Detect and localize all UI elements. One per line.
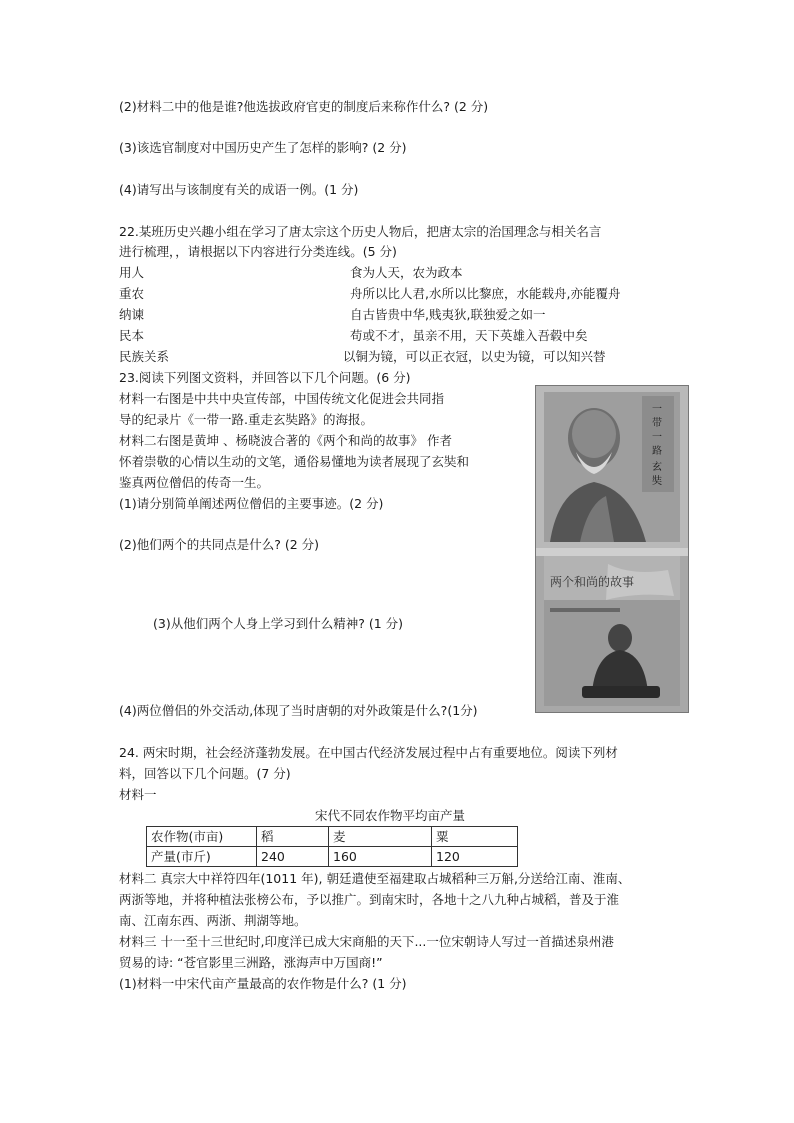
poster-title-char: 奘 bbox=[652, 476, 662, 487]
crop-yield-table bbox=[146, 826, 518, 867]
q22-right-item: 以铜为镜，可以正衣冠，以史为镜，可以知兴替 bbox=[343, 349, 606, 364]
q23-material-1-line-2: 导的纪录片《一带一路.重走玄奘路》的海报。 bbox=[119, 412, 373, 427]
poster-title-char: 带 bbox=[652, 418, 662, 429]
q22-left-item: 民族关系 bbox=[119, 349, 170, 364]
q22-right-item: 舟所以比人君,水所以比黎庶，水能载舟,亦能覆舟 bbox=[350, 286, 621, 301]
q22-right-item: 食为人天，农为政本 bbox=[350, 265, 463, 280]
poster-illustration bbox=[536, 386, 688, 712]
poster-title-char: 一 bbox=[652, 404, 662, 415]
poster-photo bbox=[535, 385, 689, 713]
table-cell: 稻 bbox=[257, 827, 329, 847]
q22-left-item: 纳谏 bbox=[119, 307, 145, 322]
table-cell: 农作物(市亩) bbox=[147, 827, 257, 847]
q23-part-1: (1)请分别简单阐述两位僧侣的主要事迹。(2 分) bbox=[119, 496, 384, 511]
table-cell: 240 bbox=[257, 847, 329, 867]
q23-part-3: (3)从他们两个人身上学习到什么精神? (1 分) bbox=[153, 616, 403, 631]
table-row bbox=[147, 847, 518, 867]
q22-stem-line-2: 进行梳理，，请根据以下内容进行分类连线。(5 分) bbox=[119, 244, 397, 259]
q23-part-2: (2)他们两个的共同点是什么? (2 分) bbox=[119, 537, 319, 552]
poster-title-char: 路 bbox=[652, 446, 662, 457]
q21-part-4: (4)请写出与该制度有关的成语一例。(1 分) bbox=[119, 182, 359, 197]
q24-material-2-line-2: 两浙等地，并将种植法张榜公布，予以推广。到南宋时，各地十之八九种占城稻，普及于淮 bbox=[119, 892, 620, 907]
q24-material-2-line-1: 材料二 真宗大中祥符四年(1011 年), 朝廷遣使至福建取占城稻种三万斛,分送给江南、淮南、 bbox=[119, 871, 631, 886]
q23-stem: 23.阅读下列图文资料，并回答以下几个问题。(6 分) bbox=[119, 370, 411, 385]
q22-left-item: 用人 bbox=[119, 265, 145, 280]
table-row bbox=[147, 827, 518, 847]
yield-table-title: 宋代不同农作物平均亩产量 bbox=[314, 808, 465, 823]
table-cell: 产量(市斤) bbox=[147, 847, 257, 867]
q22-right-item: 苟或不才，虽亲不用，天下英雄入吾毂中矣 bbox=[350, 328, 588, 343]
q23-material-2-line-2: 怀着崇敬的心情以生动的文笔，通俗易懂地为读者展现了玄奘和 bbox=[119, 454, 470, 469]
q23-material-2-line-3: 鉴真两位僧侣的传奇一生。 bbox=[119, 475, 270, 490]
q23-material-1-line-1: 材料一右图是中共中央宣传部，中国传统文化促进会共同指 bbox=[119, 391, 445, 406]
q24-stem-line-1: 24. 两宋时期，社会经济蓬勃发展。在中国古代经济发展过程中占有重要地位。阅读下列材 bbox=[119, 745, 618, 760]
poster-title-char: 玄 bbox=[652, 462, 662, 473]
table-cell: 160 bbox=[329, 847, 432, 867]
q21-part-2: (2)材料二中的他是谁?他选拔政府官吏的制度后来称作什么? (2 分) bbox=[119, 99, 489, 114]
q21-part-3: (3)该选官制度对中国历史产生了怎样的影响? (2 分) bbox=[119, 140, 407, 155]
q23-part-4: (4)两位僧侣的外交活动,体现了当时唐朝的对外政策是什么?(1分) bbox=[119, 703, 478, 718]
table-cell: 粟 bbox=[432, 827, 518, 847]
q22-stem-line-1: 22.某班历史兴趣小组在学习了唐太宗这个历史人物后，把唐太宗的治国理念与相关名言 bbox=[119, 224, 602, 239]
q24-material-3-line-1: 材料三 十一至十三世纪时,印度洋已成大宋商船的天下...一位宋朝诗人写过一首描述泉州港 bbox=[119, 934, 614, 949]
table-cell: 120 bbox=[432, 847, 518, 867]
table-cell: 麦 bbox=[329, 827, 432, 847]
q24-part-1: (1)材料一中宋代亩产量最高的农作物是什么? (1 分) bbox=[119, 976, 407, 991]
q22-left-item: 民本 bbox=[119, 328, 145, 343]
q22-left-item: 重农 bbox=[119, 286, 145, 301]
poster-title-char: 一 bbox=[652, 432, 662, 443]
q24-material-1-label: 材料一 bbox=[119, 787, 157, 802]
q24-stem-line-2: 料，回答以下几个问题。(7 分) bbox=[119, 766, 291, 781]
q24-material-2-line-3: 南、江南东西、两浙、荆湖等地。 bbox=[119, 913, 307, 928]
book-title: 两个和尚的故事 bbox=[550, 575, 635, 589]
q24-material-3-line-2: 贸易的诗: “苍官影里三洲路，涨海声中万国商!” bbox=[119, 955, 383, 970]
q23-material-2-line-1: 材料二右图是黄坤 、杨晓波合著的《两个和尚的故事》 作者 bbox=[119, 433, 452, 448]
q22-right-item: 自古皆贵中华,贱夷狄,联独爱之如一 bbox=[350, 307, 546, 322]
